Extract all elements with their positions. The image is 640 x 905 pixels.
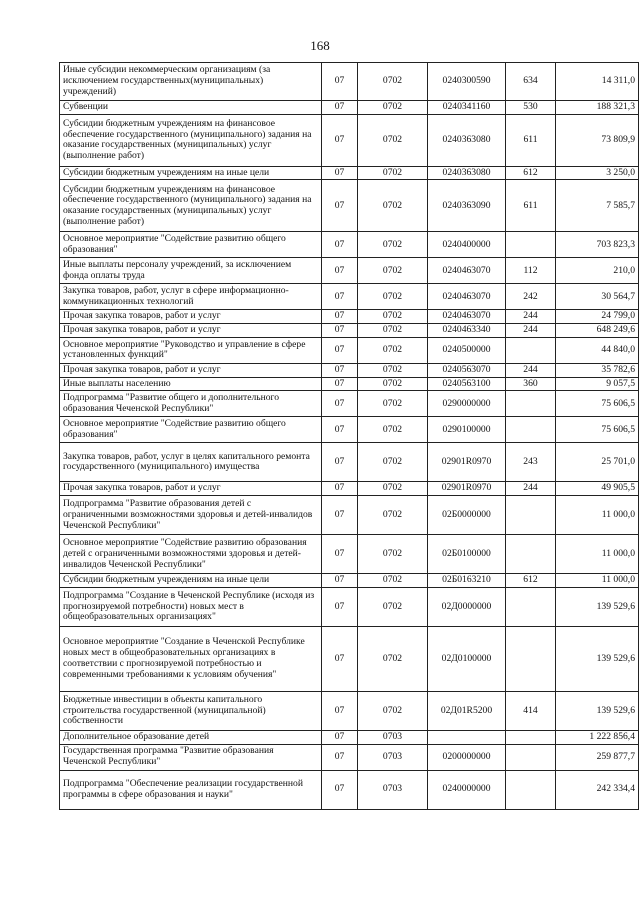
row-name: Закупка товаров, работ, услуг в целях капитального ремонта государственного (муниципального) имущества	[60, 443, 322, 482]
row-amount: 188 321,3	[556, 101, 639, 115]
row-subsection: 0703	[358, 744, 428, 770]
row-expense-type: 530	[506, 101, 556, 115]
row-expense-type	[506, 496, 556, 535]
row-section: 07	[322, 114, 358, 166]
row-expense-type	[506, 770, 556, 809]
row-amount: 14 311,0	[556, 63, 639, 101]
row-expense-type: 243	[506, 443, 556, 482]
row-expense-type: 244	[506, 324, 556, 338]
row-section: 07	[322, 377, 358, 391]
row-expense-type: 612	[506, 166, 556, 180]
row-subsection: 0702	[358, 626, 428, 691]
row-name: Закупка товаров, работ, услуг в сфере информационно-коммуникационных технологий	[60, 284, 322, 310]
row-subsection: 0702	[358, 63, 428, 101]
table-row	[60, 114, 639, 166]
table-row	[60, 363, 639, 377]
row-amount: 703 823,3	[556, 232, 639, 258]
row-expense-type: 612	[506, 574, 556, 588]
table-row	[60, 324, 639, 338]
row-target-code: 0240363080	[428, 166, 506, 180]
row-section: 07	[322, 770, 358, 809]
row-target-code: 02Д01R5200	[428, 691, 506, 730]
row-name: Подпрограмма "Создание в Чеченской Республике (исходя из прогнозируемой потребности) новых мест в общеобразовательных организациях"	[60, 587, 322, 626]
row-amount: 242 334,4	[556, 770, 639, 809]
row-expense-type: 611	[506, 180, 556, 232]
row-subsection: 0702	[358, 391, 428, 417]
row-target-code: 02Б0163210	[428, 574, 506, 588]
row-amount: 210,0	[556, 258, 639, 284]
row-target-code: 0240463070	[428, 310, 506, 324]
table-row	[60, 166, 639, 180]
row-subsection: 0702	[358, 496, 428, 535]
row-target-code: 0240463070	[428, 284, 506, 310]
row-target-code: 0290000000	[428, 391, 506, 417]
row-name: Основное мероприятие "Руководство и управление в сфере установленных функций"	[60, 337, 322, 363]
row-name: Прочая закупка товаров, работ и услуг	[60, 482, 322, 496]
row-amount: 35 782,6	[556, 363, 639, 377]
table-row	[60, 180, 639, 232]
row-amount: 9 057,5	[556, 377, 639, 391]
row-name: Бюджетные инвестиции в объекты капитального строительства государственной (муниципальной) собственности	[60, 691, 322, 730]
row-target-code: 02Б0000000	[428, 496, 506, 535]
row-name: Иные субсидии некоммерческим организациям (за исключением государственных(муниципальных) учреждений)	[60, 63, 322, 101]
row-name: Основное мероприятие "Содействие развитию образования детей с ограниченными возможностями здоровья и детей-инвалидов Чеченской Республики"	[60, 535, 322, 574]
row-name: Прочая закупка товаров, работ и услуг	[60, 324, 322, 338]
row-amount: 11 000,0	[556, 535, 639, 574]
row-amount: 139 529,6	[556, 691, 639, 730]
row-amount: 139 529,6	[556, 626, 639, 691]
table-row	[60, 377, 639, 391]
row-subsection: 0702	[358, 114, 428, 166]
row-expense-type: 634	[506, 63, 556, 101]
row-target-code: 0240363080	[428, 114, 506, 166]
table-row	[60, 770, 639, 809]
row-subsection: 0702	[358, 284, 428, 310]
row-amount: 75 606,5	[556, 391, 639, 417]
row-name: Подпрограмма "Обеспечение реализации государственной программы в сфере образования и науки"	[60, 770, 322, 809]
row-section: 07	[322, 574, 358, 588]
row-subsection: 0702	[358, 310, 428, 324]
row-section: 07	[322, 496, 358, 535]
row-expense-type: 244	[506, 482, 556, 496]
table-row	[60, 496, 639, 535]
row-name: Прочая закупка товаров, работ и услуг	[60, 363, 322, 377]
row-expense-type	[506, 535, 556, 574]
row-section: 07	[322, 691, 358, 730]
row-target-code: 02Б0100000	[428, 535, 506, 574]
row-subsection: 0702	[358, 166, 428, 180]
row-expense-type: 611	[506, 114, 556, 166]
row-name: Дополнительное образование детей	[60, 730, 322, 744]
row-target-code: 02901R0970	[428, 482, 506, 496]
row-subsection: 0702	[358, 535, 428, 574]
row-section: 07	[322, 337, 358, 363]
row-expense-type: 112	[506, 258, 556, 284]
row-expense-type: 242	[506, 284, 556, 310]
row-expense-type: 414	[506, 691, 556, 730]
row-target-code: 0240463070	[428, 258, 506, 284]
row-amount: 25 701,0	[556, 443, 639, 482]
row-target-code: 02Д0100000	[428, 626, 506, 691]
row-name: Подпрограмма "Развитие общего и дополнительного образования Чеченской Республики"	[60, 391, 322, 417]
row-section: 07	[322, 443, 358, 482]
row-amount: 11 000,0	[556, 496, 639, 535]
row-expense-type	[506, 337, 556, 363]
row-expense-type: 244	[506, 310, 556, 324]
row-section: 07	[322, 626, 358, 691]
table-row	[60, 417, 639, 443]
table-row	[60, 337, 639, 363]
table-row	[60, 443, 639, 482]
row-name: Прочая закупка товаров, работ и услуг	[60, 310, 322, 324]
row-name: Субсидии бюджетным учреждениям на финансовое обеспечение государственного (муниципального) задания на оказание государственных (муниципальных) услуг (выполнение работ)	[60, 114, 322, 166]
row-target-code: 02Д0000000	[428, 587, 506, 626]
row-target-code: 0240463340	[428, 324, 506, 338]
row-target-code: 0240400000	[428, 232, 506, 258]
row-target-code: 0240563070	[428, 363, 506, 377]
row-section: 07	[322, 730, 358, 744]
row-subsection: 0702	[358, 574, 428, 588]
row-subsection: 0702	[358, 180, 428, 232]
row-subsection: 0702	[358, 587, 428, 626]
table-row	[60, 232, 639, 258]
row-subsection: 0702	[358, 337, 428, 363]
row-amount: 44 840,0	[556, 337, 639, 363]
row-target-code	[428, 730, 506, 744]
table-row	[60, 101, 639, 115]
row-target-code: 0200000000	[428, 744, 506, 770]
table-row	[60, 574, 639, 588]
row-section: 07	[322, 101, 358, 115]
row-expense-type: 360	[506, 377, 556, 391]
row-section: 07	[322, 310, 358, 324]
row-subsection: 0702	[358, 691, 428, 730]
row-amount: 139 529,6	[556, 587, 639, 626]
row-name: Субсидии бюджетным учреждениям на иные цели	[60, 574, 322, 588]
row-target-code: 02901R0970	[428, 443, 506, 482]
row-amount: 1 222 856,4	[556, 730, 639, 744]
row-expense-type	[506, 744, 556, 770]
row-subsection: 0703	[358, 730, 428, 744]
table-row	[60, 744, 639, 770]
row-amount: 11 000,0	[556, 574, 639, 588]
row-target-code: 0240000000	[428, 770, 506, 809]
row-subsection: 0702	[358, 417, 428, 443]
row-section: 07	[322, 744, 358, 770]
table-row	[60, 310, 639, 324]
table-row	[60, 535, 639, 574]
row-amount: 3 250,0	[556, 166, 639, 180]
row-amount: 7 585,7	[556, 180, 639, 232]
row-subsection: 0703	[358, 770, 428, 809]
table-row	[60, 258, 639, 284]
row-expense-type	[506, 730, 556, 744]
row-subsection: 0702	[358, 101, 428, 115]
row-name: Основное мероприятие "Содействие развитию общего образования"	[60, 232, 322, 258]
row-target-code: 0240500000	[428, 337, 506, 363]
row-target-code: 0290100000	[428, 417, 506, 443]
row-expense-type	[506, 626, 556, 691]
budget-table	[59, 62, 639, 810]
row-section: 07	[322, 535, 358, 574]
row-expense-type	[506, 587, 556, 626]
row-name: Субвенции	[60, 101, 322, 115]
table-row	[60, 482, 639, 496]
row-section: 07	[322, 391, 358, 417]
row-section: 07	[322, 587, 358, 626]
row-section: 07	[322, 482, 358, 496]
row-section: 07	[322, 324, 358, 338]
row-expense-type	[506, 417, 556, 443]
row-subsection: 0702	[358, 324, 428, 338]
row-name: Иные выплаты населению	[60, 377, 322, 391]
row-expense-type: 244	[506, 363, 556, 377]
table-row	[60, 626, 639, 691]
page-number: 168	[310, 38, 330, 53]
table-row	[60, 284, 639, 310]
row-section: 07	[322, 180, 358, 232]
row-expense-type	[506, 391, 556, 417]
row-amount: 259 877,7	[556, 744, 639, 770]
table-row	[60, 691, 639, 730]
row-amount: 30 564,7	[556, 284, 639, 310]
row-name: Иные выплаты персоналу учреждений, за исключением фонда оплаты труда	[60, 258, 322, 284]
row-expense-type	[506, 232, 556, 258]
row-amount: 73 809,9	[556, 114, 639, 166]
row-subsection: 0702	[358, 482, 428, 496]
row-section: 07	[322, 284, 358, 310]
row-target-code: 0240563100	[428, 377, 506, 391]
row-name: Основное мероприятие "Содействие развитию общего образования"	[60, 417, 322, 443]
row-amount: 75 606,5	[556, 417, 639, 443]
row-subsection: 0702	[358, 258, 428, 284]
row-section: 07	[322, 417, 358, 443]
row-target-code: 0240341160	[428, 101, 506, 115]
row-amount: 49 905,5	[556, 482, 639, 496]
row-subsection: 0702	[358, 377, 428, 391]
row-subsection: 0702	[358, 443, 428, 482]
row-amount: 24 799,0	[556, 310, 639, 324]
row-section: 07	[322, 166, 358, 180]
row-name: Государственная программа "Развитие образования Чеченской Республики"	[60, 744, 322, 770]
row-target-code: 0240300590	[428, 63, 506, 101]
table-row	[60, 63, 639, 101]
row-amount: 648 249,6	[556, 324, 639, 338]
row-name: Основное мероприятие "Создание в Чеченской Республике новых мест в общеобразовательных организациях в соответствии с прогнозируемой потребностью и современными требованиями к условиям обучения"	[60, 626, 322, 691]
row-subsection: 0702	[358, 232, 428, 258]
table-row	[60, 730, 639, 744]
table-row	[60, 391, 639, 417]
table-row	[60, 587, 639, 626]
row-name: Субсидии бюджетным учреждениям на финансовое обеспечение государственного (муниципального) задания на оказание государственных (муниципальных) услуг (выполнение работ)	[60, 180, 322, 232]
row-name: Подпрограмма "Развитие образования детей с ограниченными возможностями здоровья и детей-инвалидов Чеченской Республики"	[60, 496, 322, 535]
row-name: Субсидии бюджетным учреждениям на иные цели	[60, 166, 322, 180]
row-section: 07	[322, 232, 358, 258]
row-subsection: 0702	[358, 363, 428, 377]
row-section: 07	[322, 258, 358, 284]
row-section: 07	[322, 63, 358, 101]
row-section: 07	[322, 363, 358, 377]
row-target-code: 0240363090	[428, 180, 506, 232]
